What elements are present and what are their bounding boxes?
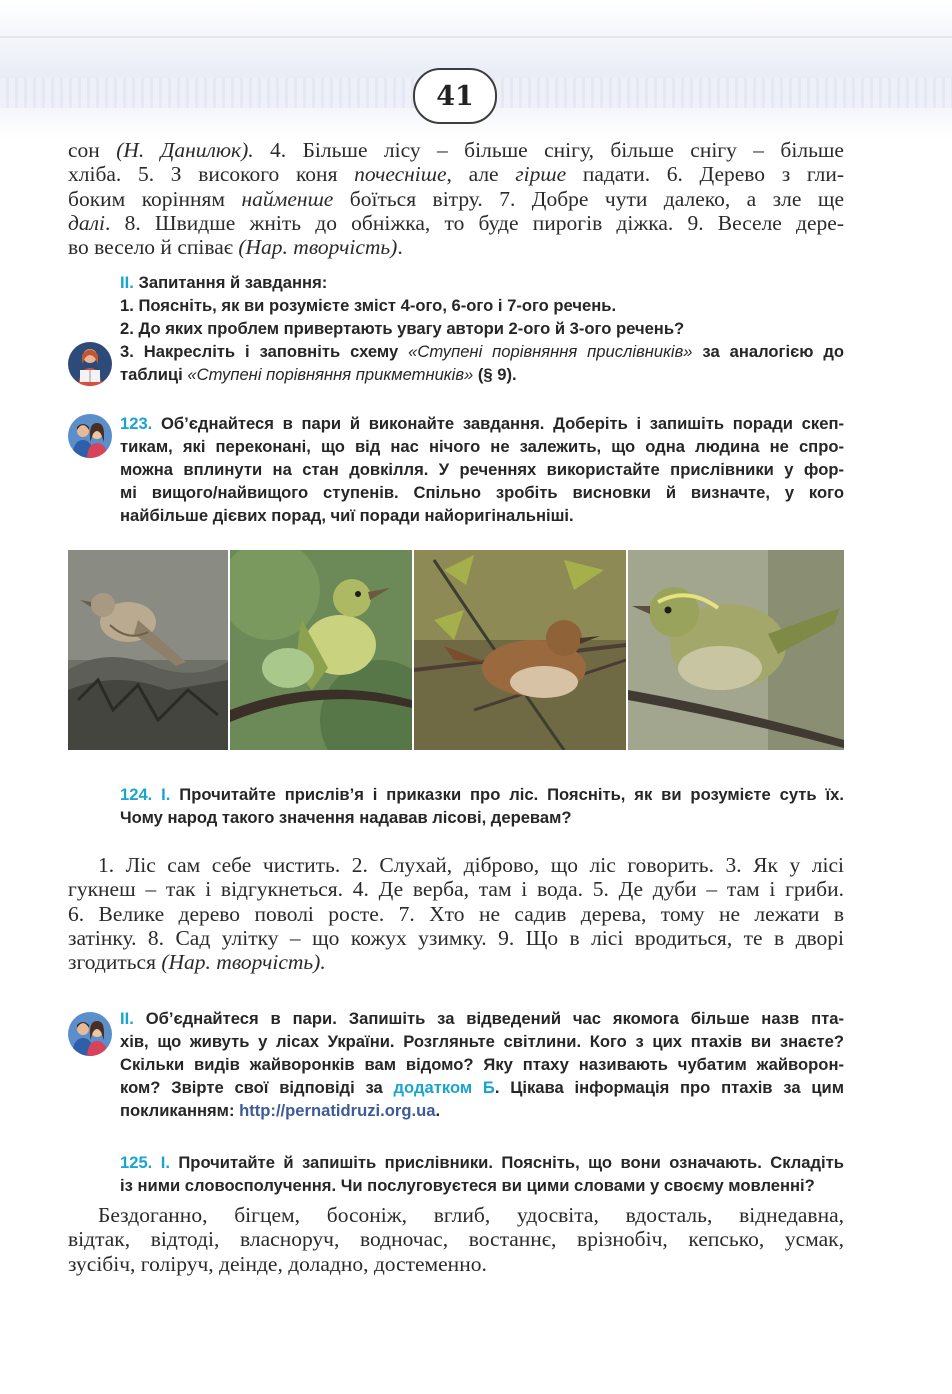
bird-photo-greenish-warbler <box>628 550 844 750</box>
reading-student-icon <box>68 342 112 386</box>
pair-work-icon <box>68 1012 112 1056</box>
pair-work-icon <box>68 414 112 458</box>
task-123: 123. Об’єднайтеся в пари й виконайте завдання. Доберіть і запишіть поради скеп- тикам, які переконані, що від нас нічого не залежить, що одна людина не спро- можна вплинути на стан довкілля. У реченнях використайте прислівники у фор- мі вищого/найвищого ступенів. Спільно зробіть висновки й визначте, у кого найбільше дієвих порад, чиї поради найоригінальніші. <box>120 414 844 525</box>
bird-photo-lark <box>68 550 228 750</box>
adverbs-list: Бездоганно, бігцем, босоніж, вглиб, удосвіта, вдосталь, віднедавна, відтак, відтоді, власноруч, водночас, востаннє, врізнобіч, кепсько, усмак, зусібіч, голіруч, деінде, доладно, достеменно. <box>68 1203 844 1276</box>
page-number: 41 <box>413 68 497 124</box>
task-124: 124. І. Прочитайте прислів’я і приказки про ліс. Поясніть, як ви розумієте суть їх. Чому народ такого значення надавав лісові, деревам? <box>120 785 844 827</box>
task-124-ii: ІІ. Об’єднайтеся в пари. Запишіть за відведений час якомога більше назв пта- хів, що живуть у лісах України. Розгляньте світлини. Кого з цих птахів ви знаєте? Скільки видів жайворонків вам відомо? Яку птаху називають чубатим жайворон- ком? Звірте свої відповіді за додатком Б. Цікава інформація про птахів за цим покликанням: http://pernatidruzi.org.ua. <box>120 1009 844 1120</box>
proverbs-continuation: сон (Н. Данилюк). 4. Більше лісу – більше снігу, більше снігу – більше хліба. 5. З високого коня почесніше, але гірше падати. 6. Дерево з гли- боким корінням найменше боїться вітру. 7. Добре чути далеко, а зле ще далі. 8. Швидше жніть до обніжка, то буде пирогів діжка. 9. Веселе дере- во весело й співає (Нар. творчість). <box>68 138 844 260</box>
bird-photo-icterine-warbler <box>230 550 412 750</box>
appendix-b-link[interactable]: додатком Б <box>393 1078 495 1097</box>
task-ii-questions: ІІ. Запитання й завдання: 1. Поясніть, як ви розумієте зміст 4-ого, 6-ого і 7-ого речень. 2. До яких проблем привертають увагу автори 2-ого й 3-ого речень? 3. Накресліть і заповніть схему «Ступені порівняння прислівників» за аналогією до таблиці «Ступені порівняння прикметників» (§ 9). <box>120 273 844 384</box>
pernatidruzi-link[interactable]: http://pernatidruzi.org.ua <box>239 1101 436 1120</box>
header-rule <box>0 36 952 38</box>
task-125: 125. І. Прочитайте й запишіть прислівники. Поясніть, що вони означають. Складіть із ними словосполучення. Чи послуговуєтеся ви цими словами у своєму мовленні? <box>120 1153 844 1195</box>
forest-proverbs: 1. Ліс сам себе чистить. 2. Слухай, діброво, що ліс говорить. 3. Як у лісі гукнеш – так і відгукнеться. 4. Де верба, там і вода. 5. Де дуби – там і гриби. 6. Велике дерево поволі росте. 7. Хто не садив дерева, тому не лежати в затінку. 8. Сад улітку – що кожух узимку. 9. Що в лісі вродиться, те в дворі згодиться (Нар. творчість). <box>68 853 844 975</box>
bird-photo-nightingale <box>414 550 626 750</box>
